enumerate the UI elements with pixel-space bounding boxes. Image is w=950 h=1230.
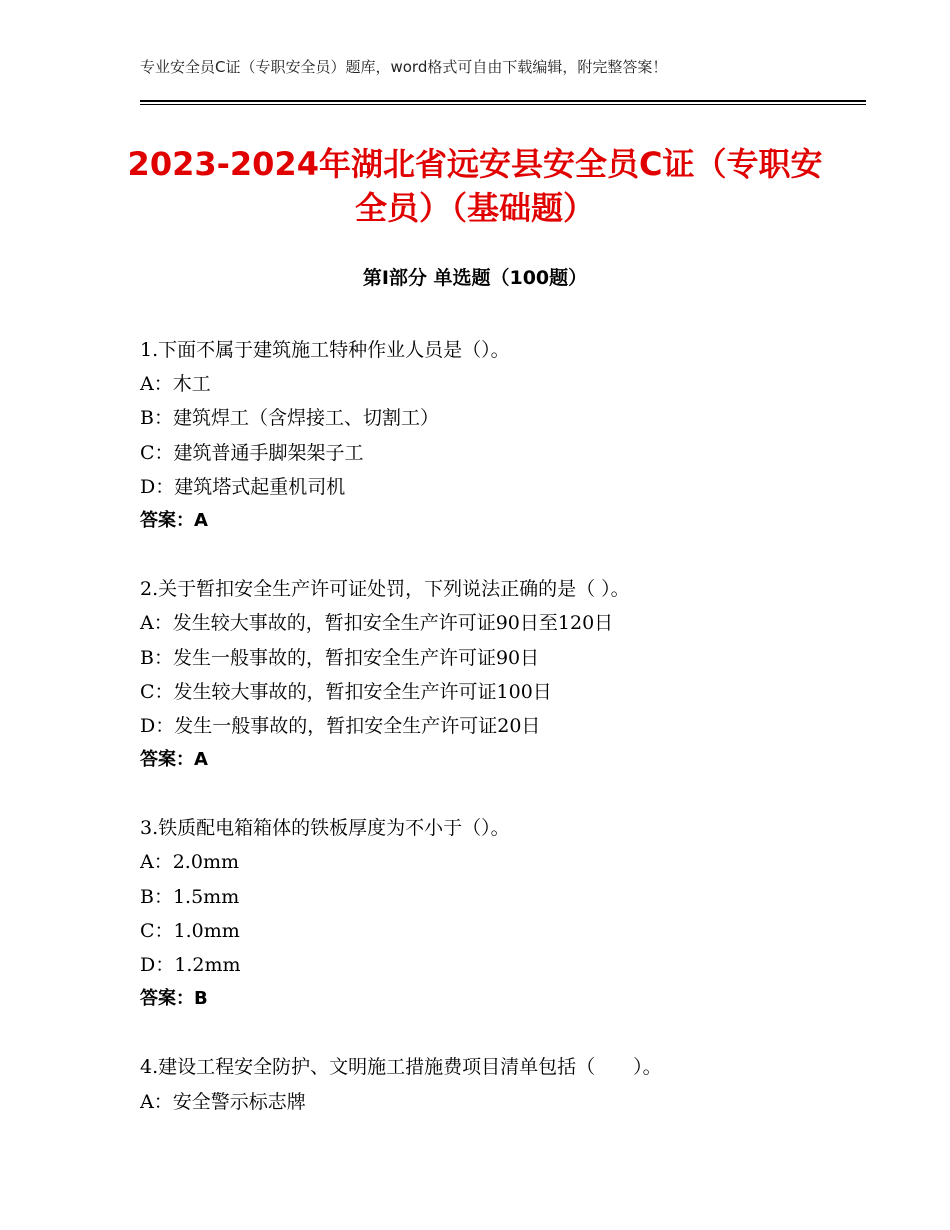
document-title: 2023-2024年湖北省远安县安全员C证（专职安全员）（基础题）	[127, 145, 823, 227]
question-4	[140, 1050, 860, 1118]
question-list	[140, 333, 860, 1153]
option-a: A：2.0mm	[140, 851, 239, 874]
option-c: C：建筑普通手脚架架子工	[140, 441, 364, 464]
question-2	[140, 572, 860, 777]
option-d: D：发生一般事故的，暂扣安全生产许可证20日	[140, 714, 541, 737]
option-b: B：1.5mm	[140, 885, 240, 908]
section-heading: 第Ⅰ部分 单选题（100题）	[362, 267, 588, 289]
question-stem: 3.铁质配电箱箱体的铁板厚度为不小于（）。	[140, 817, 510, 840]
option-c: C：1.0mm	[140, 919, 240, 942]
question-stem: 4.建设工程安全防护、文明施工措施费项目清单包括（ ）。	[140, 1056, 662, 1079]
option-a: A：安全警示标志牌	[140, 1090, 306, 1113]
header-divider-thick	[140, 100, 866, 102]
header-divider-thin	[140, 104, 866, 105]
question-stem: 1.下面不属于建筑施工特种作业人员是（）。	[140, 339, 510, 361]
option-d: D：建筑塔式起重机司机	[140, 475, 346, 498]
option-a: A：木工	[140, 373, 211, 396]
option-c: C：发生较大事故的，暂扣安全生产许可证100日	[140, 680, 552, 703]
option-a: A：发生较大事故的，暂扣安全生产许可证90日至120日	[140, 612, 614, 635]
answer-line: 答案：B	[140, 988, 208, 1010]
answer-line: 答案：A	[140, 509, 208, 531]
option-d: D：1.2mm	[140, 954, 241, 976]
option-b: B：建筑焊工（含焊接工、切割工）	[140, 407, 439, 430]
answer-line: 答案：A	[140, 749, 208, 771]
page-header-text: 专业安全员C证（专职安全员）题库，word格式可自由下载编辑，附完整答案！	[140, 58, 668, 76]
question-1	[140, 333, 860, 538]
question-stem: 2.关于暂扣安全生产许可证处罚，下列说法正确的是（ ）。	[140, 578, 630, 601]
question-3	[140, 811, 860, 1016]
option-b: B：发生一般事故的，暂扣安全生产许可证90日	[140, 646, 540, 669]
